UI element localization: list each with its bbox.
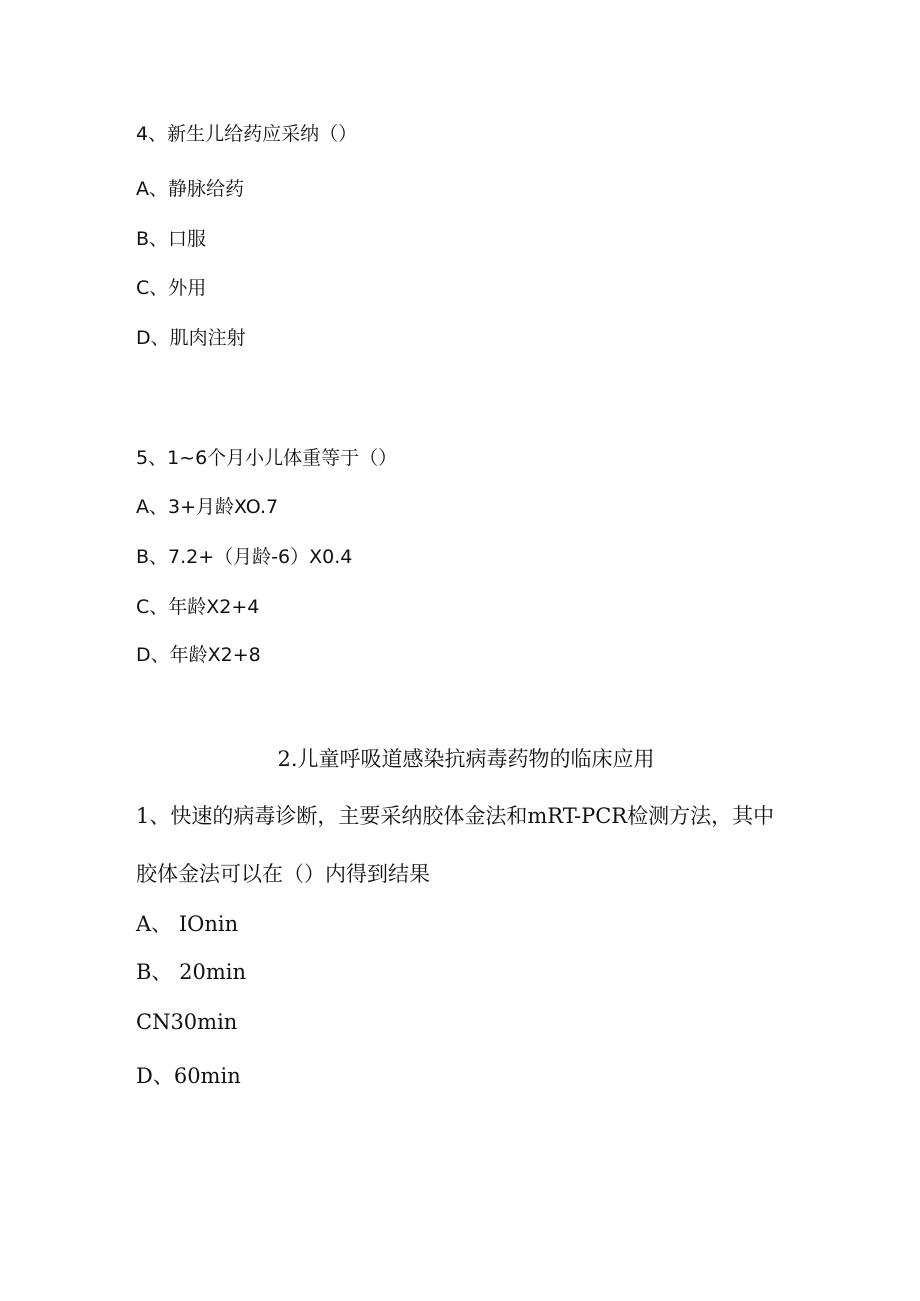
section2-question-1-option-a: A、 IOnin [136, 912, 239, 936]
section-heading: 2.儿童呼吸道感染抗病毒药物的临床应用 [277, 747, 655, 771]
question-5-option-d: D、年龄X2+8 [136, 644, 261, 666]
question-4-option-d: D、肌肉注射 [136, 327, 246, 349]
question-5-option-a: A、3+月龄XO.7 [136, 496, 279, 518]
question-4-stem: 4、新生儿给药应采纳（） [136, 123, 358, 145]
section2-question-1-stem-line1: 1、快速的病毒诊断，主要采纳胶体金法和mRT-PCR检测方法，其中 [136, 804, 775, 828]
section2-question-1-stem-line2: 胶体金法可以在（）内得到结果 [136, 862, 430, 886]
question-5-option-b: B、7.2+（月龄-6）X0.4 [136, 546, 353, 568]
question-4-option-a: A、静脉给药 [136, 178, 244, 200]
section2-question-1-option-d: D、60min [136, 1064, 241, 1088]
question-5-stem: 5、1~6个月小儿体重等于（） [136, 447, 398, 469]
question-4-option-c: C、外用 [136, 277, 207, 299]
section2-question-1-option-c: CN30min [136, 1010, 238, 1034]
section2-question-1-option-b: B、 20min [136, 960, 246, 984]
question-5-option-c: C、年龄X2+4 [136, 596, 260, 618]
question-4-option-b: B、口服 [136, 228, 207, 250]
